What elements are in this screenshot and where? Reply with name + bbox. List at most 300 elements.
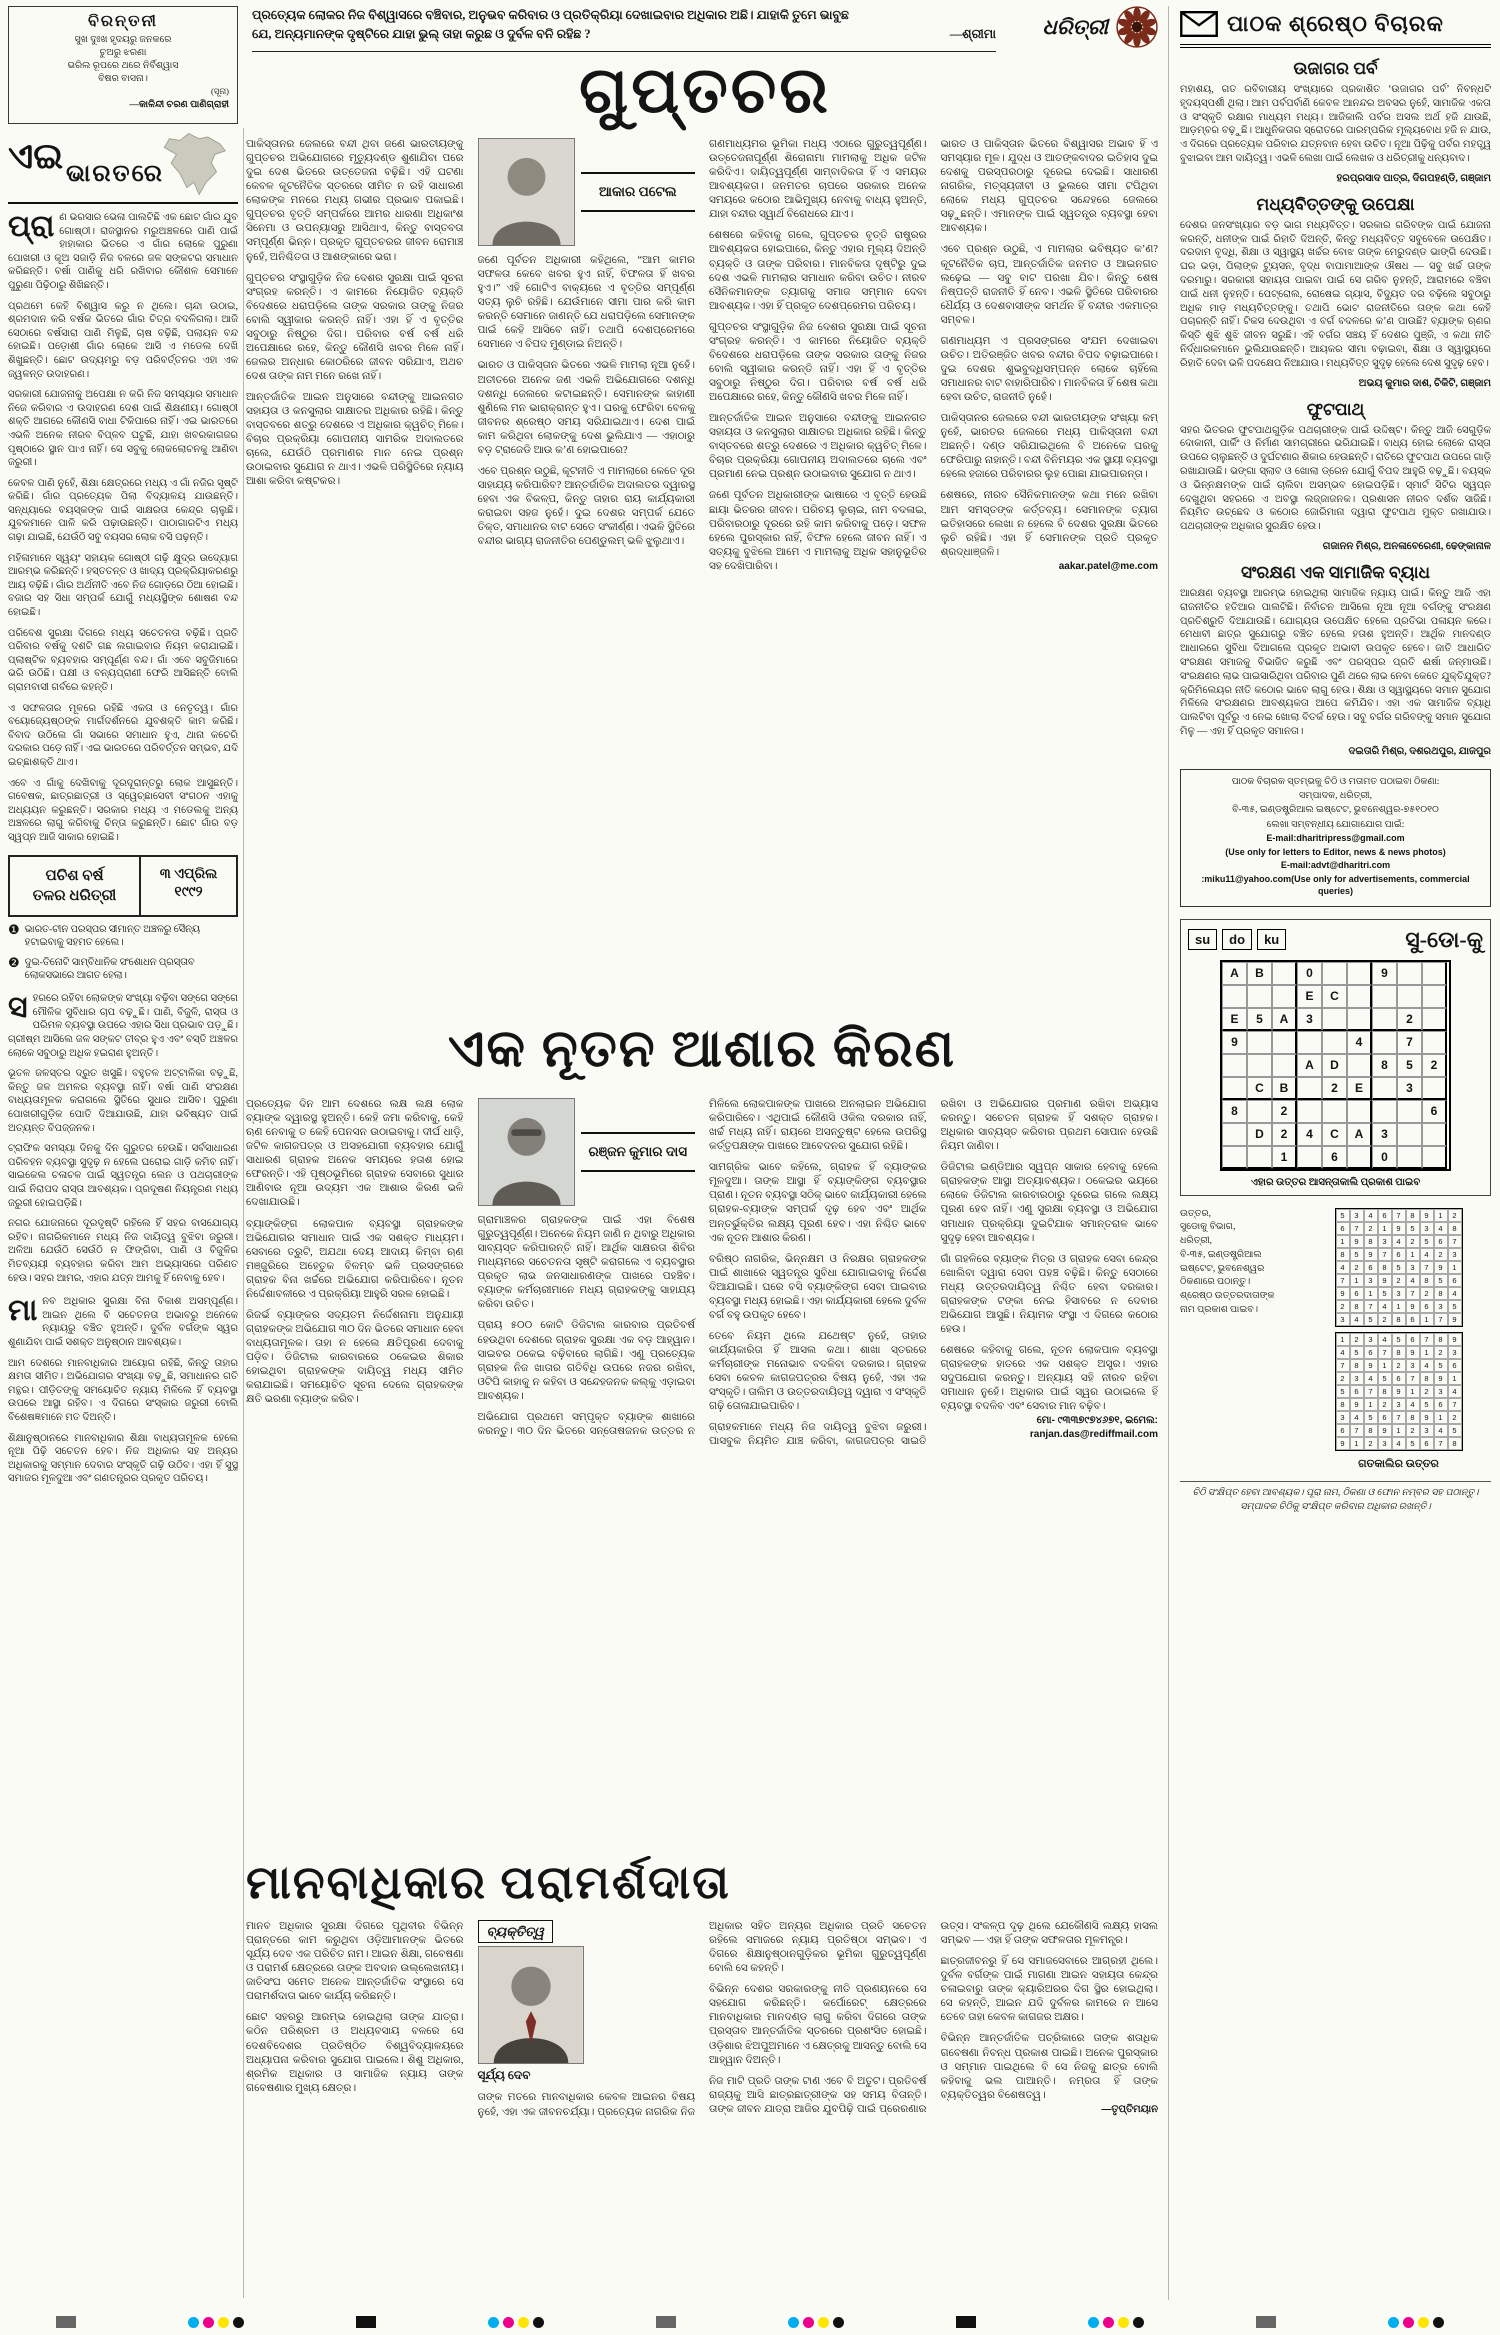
editor-note-line: ସମ୍ପାଦକ ଚିଠିକୁ ସଂକ୍ଷିପ୍ତ କରିବାର ଅଧିକାର ରଖନ୍ତି।: [1240, 1501, 1431, 1512]
letter-title: ସଂରକ୍ଷଣ ଏକ ସାମାଜିକ ବ୍ୟାଧ: [1240, 562, 1431, 582]
city-lead-text: ହରରେ ରହିବା ଲୋକଙ୍କ ସଂଖ୍ୟା ବଢ଼ିବା ସଙ୍ଗେ ସଙ୍ଗେ ମୌଳିକ ସୁବିଧାର ଚାପ ବଢ଼ୁଛି। ପାଣି, ବିଜୁଳି, ରାସ୍ତା ଓ ପରିମଳ ବ୍ୟବସ୍ଥା ଉପରେ ଏହାର ସିଧା ପ୍ରଭାବ ପଡ଼ୁଛି। ଗ୍ରୀଷ୍ମ ଆସିଲେ ଜଳ ସଙ୍କଟ ତୀବ୍ର ହୁଏ ଏବଂ ବସ୍ତି ଅଞ୍ଚଳର ଲୋକେ ସବୁଠାରୁ ଅଧିକ ହଇରାଣ ହୁଅନ୍ତି।: [8, 993, 238, 1059]
grid-row: [1336, 1333, 1462, 1346]
letter-signature: ହରପ୍ରସାଦ ପାତ୍ର, ଦିଗପହଣ୍ଡି, ଗଞ୍ଜାମ: [1336, 172, 1491, 184]
grid-cell: 5: [1392, 1261, 1406, 1274]
article-paragraph: ସରକାରୀ ଯୋଜନାକୁ ଅପେକ୍ଷା ନ କରି ନିଜ ସମସ୍ୟାର ସମାଧାନ ନିଜେ କରିବାର ଏ ଉଦାହରଣ ଦେଶ ପାଇଁ ଶିକ୍ଷଣୀୟ। ଗୋଷ୍ଠୀ ଶକ୍ତି ଆଗରେ କୌଣସି ବାଧା ଟିକିପାରେ ନାହିଁ। ଏଇ ଭାରତରେ ଏଭଳି ଅନେକ ନୀରବ ବିପ୍ଳବ ଘଟୁଛି, ଯାହା ଖବରକାଗଜର ପୃଷ୍ଠାରେ ସ୍ଥାନ ପାଏ ନାହିଁ। ସେ ସବୁକୁ ଲୋକଲୋଚନକୁ ଆଣିବା ଜରୁରୀ।: [8, 389, 238, 469]
grid-cell: 1: [1420, 1346, 1434, 1359]
grid-cell: D: [1247, 1123, 1272, 1146]
grid-row: [1222, 985, 1449, 1008]
grid-cell: 3: [1420, 1222, 1434, 1235]
grid-cell: 9: [1392, 1385, 1406, 1398]
grid-cell: [1397, 1123, 1422, 1146]
answer-grid-2: [1335, 1332, 1463, 1451]
profile-paragraphs-before: [246, 1920, 464, 2096]
grid-cell: 3: [1378, 1235, 1392, 1248]
grid-cell: 6: [1364, 1346, 1378, 1359]
note-line: ଉତ୍ତର,: [1180, 1208, 1212, 1219]
grid-cell: 8: [1420, 1372, 1434, 1385]
grid-cell: E: [1297, 985, 1322, 1008]
grid-cell: [1222, 1054, 1247, 1077]
grid-cell: 9: [1372, 962, 1397, 985]
answer-caption: ଗତକାଲିର ଉତ୍ତର: [1358, 1457, 1439, 1470]
poem-lines: [17, 34, 229, 84]
note-line: ଧରିତ୍ରୀ,: [1180, 1236, 1213, 1247]
main-article-body: [246, 138, 1158, 1014]
article-paragraph: ଗୁପ୍ତଚର ସଂସ୍ଥାଗୁଡ଼ିକ ନିଜ ଦେଶର ସୁରକ୍ଷା ପାଇଁ ସୂଚନା ସଂଗ୍ରହ କରନ୍ତି। ଏ କାମରେ ନିୟୋଜିତ ବ୍ୟକ୍ତି ବିଦେଶରେ ଧରାପଡ଼ିଲେ ତାଙ୍କ ସରକାର ତାଙ୍କୁ ନିଜର ବୋଲି ସ୍ୱୀକାର କରନ୍ତି ନାହିଁ। ଏହା ହିଁ ଏ ବୃତ୍ତିର ସବୁଠାରୁ ନିଷ୍ଠୁର ଦିଗ। ପରିବାର ବର୍ଷ ବର୍ଷ ଧରି ଅପେକ୍ଷାରେ ରହେ, କିନ୍ତୁ କୌଣସି ଖବର ମିଳେ ନାହିଁ।: [709, 321, 927, 404]
print-registration-marks: [0, 2314, 1500, 2330]
grid-cell: 2: [1397, 1008, 1422, 1031]
city-dropcap: ସ: [8, 991, 28, 1025]
grid-cell: 3: [1392, 1287, 1406, 1300]
article-paragraph: ଛୋଟ ସହରରୁ ଆରମ୍ଭ ହୋଇଥିଲା ତାଙ୍କ ଯାତ୍ରା। କଠିନ ପରିଶ୍ରମ ଓ ଅଧ୍ୟବସାୟ ବଳରେ ସେ ଦେଶବିଦେଶର ପ୍ରତିଷ୍ଠିତ ବିଶ୍ୱବିଦ୍ୟାଳୟରେ ଅଧ୍ୟାପନା କରିବାର ସୁଯୋଗ ପାଇଲେ। ଶିଶୁ ଅଧିକାର, ଶ୍ରମିକ ଅଧିକାର ଓ ସାମାଜିକ ନ୍ୟାୟ ତାଙ୍କ ଗବେଷଣାର ମୁଖ୍ୟ କ୍ଷେତ୍ର।: [246, 2012, 464, 2094]
grid-cell: 7: [1392, 1209, 1406, 1222]
letter-title: ଉଜାଗର ପର୍ବ: [1293, 59, 1378, 78]
grid-cell: 8: [1350, 1359, 1364, 1372]
grid-row: [1222, 1077, 1449, 1100]
letter-item: [1180, 400, 1491, 552]
grid-cell: 2: [1448, 1209, 1462, 1222]
profile-signature: —ତୃପ୍ତିମୟାନ: [1101, 2103, 1158, 2115]
grid-cell: 6: [1434, 1398, 1448, 1411]
grid-cell: 6: [1406, 1313, 1420, 1326]
grid-row: [1336, 1372, 1462, 1385]
note-line: ଶ୍ରେଷ୍ଠ ଉତ୍ତରଦାତାଙ୍କ: [1180, 1291, 1275, 1302]
contact-email-lines: [1186, 833, 1485, 897]
grid-cell: [1397, 985, 1422, 1008]
article-paragraph: ଅଭିଯୋଗ ପ୍ରଥମେ ସମ୍ପୃକ୍ତ ବ୍ୟାଙ୍କ ଶାଖାରେ କରନ୍ତୁ। ୩୦ ଦିନ ଭିତରେ ସନ୍ତୋଷଜନକ ଉତ୍ତର ନ ମିଳିଲେ ଲୋକପାଳଙ୍କ ପାଖରେ ଅନଲାଇନ ଅଭିଯୋଗ କରିପାରିବେ। ଏଥିପାଇଁ କୌଣସି ଓକିଲ ଦରକାର ନାହିଁ, ଖର୍ଚ୍ଚ ମଧ୍ୟ ନାହିଁ। ରାୟରେ ଅସନ୍ତୁଷ୍ଟ ହେଲେ ଉପରିସ୍ଥ କର୍ତ୍ତୃପକ୍ଷଙ୍କ ପାଖରେ ଆବେଦନର ସୁଯୋଗ ରହିଛି।: [477, 1099, 927, 1437]
article-paragraph: ଏବେ ପ୍ରଶ୍ନ ଉଠୁଛି, ଏ ମାମଲାର ଭବିଷ୍ୟତ କ’ଣ? କୂଟନୈତିକ ଚାପ, ଆନ୍ତର୍ଜାତିକ ଜନମତ ଓ ଆଇନଗତ ଲଢ଼େଇ — ସବୁ ବାଟ ପରଖା ଯିବ। କିନ୍ତୁ ଶେଷ ନିଷ୍ପତ୍ତି ରାଜନୀତି ହିଁ ନେବ। ଏଭଳି ସ୍ଥିତିରେ ପରିବାରର ଧୈର୍ଯ୍ୟ ଓ ଦେଶବାସୀଙ୍କ ସମର୍ଥନ ହିଁ ବନ୍ଦୀର ଏକମାତ୍ର ସମ୍ବଳ।: [940, 244, 1158, 326]
grid-cell: 1: [1350, 1437, 1364, 1450]
grid-cell: 9: [1420, 1209, 1434, 1222]
grid-cell: 6: [1336, 1424, 1350, 1437]
grid-cell: 6: [1350, 1287, 1364, 1300]
grid-cell: 4: [1406, 1398, 1420, 1411]
grid-cell: 9: [1448, 1333, 1462, 1346]
article-paragraph: ଶେଷରେ, ନୀରବ ସୈନିକମାନଙ୍କ କଥା ମନେ ରଖିବା ଆମ ସମସ୍ତଙ୍କ କର୍ତ୍ତବ୍ୟ। ସେମାନଙ୍କ ତ୍ୟାଗ ଇତିହାସରେ ଲେଖା ନ ହେଲେ ବି ଦେଶର ସୁରକ୍ଷା ଭିତରେ ଲୁଚି ରହିଛି। ଏହା ହିଁ ସେମାନଙ୍କ ପ୍ରତି ପ୍ରକୃତ ଶ୍ରଦ୍ଧାଞ୍ଜଳି।: [940, 490, 1158, 558]
author-photo: [478, 1098, 575, 1206]
article-paragraph: ପରିବେଶ ସୁରକ୍ଷା ଦିଗରେ ମଧ୍ୟ ସଚେତନତା ବଢ଼ିଛି। ପ୍ରତି ପରିବାର ବର୍ଷକୁ ଦଶଟି ଗଛ ଲଗାଇବାର ନିୟମ କରାଯାଇଛି। ପ୍ଲାଷ୍ଟିକ ବ୍ୟବହାର ସମ୍ପୂର୍ଣ୍ଣ ବନ୍ଦ। ଗାଁ ଏବେ ସବୁଜିମାରେ ଭରି ଉଠିଛି। ପକ୍ଷୀ ଓ ବନ୍ୟପ୍ରାଣୀ ଫେରି ଆସିଛନ୍ତି ବୋଲି ଗ୍ରାମବାସୀ ଗର୍ବରେ କହନ୍ତି।: [8, 627, 238, 693]
article-paragraph: ଆମ ଦେଶରେ ମାନବାଧିକାର ଆୟୋଗ ରହିଛି, କିନ୍ତୁ ତାହାର କ୍ଷମତା ସୀମିତ। ଅଭିଯୋଗର ସଂଖ୍ୟା ବଢ଼ୁଛି, ସମାଧାନର ଗତି ମନ୍ଥର। ପୀଡ଼ିତଙ୍କୁ ସମୟୋଚିତ ନ୍ୟାୟ ମିଳିଲେ ହିଁ ବ୍ୟବସ୍ଥା ଉପରେ ଆସ୍ଥା ରହିବ। ଏ ଦିଗରେ ସଂସ୍କାର ଜରୁରୀ ବୋଲି ବିଶେଷଜ୍ଞମାନେ ମତ ଦିଅନ୍ତି।: [8, 1357, 238, 1423]
grid-row: [1336, 1385, 1462, 1398]
grid-row: [1222, 1146, 1449, 1169]
archive-bullet-text: ଦୁଇ-ତିନୋଟି ସାମ୍ବିଧାନିକ ସଂଶୋଧନ ପ୍ରସ୍ତାବ ଲୋକସଭାରେ ଆଗତ ହେଲା।: [24, 956, 195, 981]
grid-cell: 2: [1272, 1123, 1297, 1146]
grid-cell: E: [1222, 1008, 1247, 1031]
city-lead-paragraph: [8, 992, 238, 1060]
grid-cell: 7: [1406, 1287, 1420, 1300]
envelope-icon: [1180, 11, 1218, 37]
grid-cell: [1272, 1031, 1297, 1054]
ei-paragraphs: [8, 300, 238, 845]
quote-line-1: ପ୍ରତ୍ୟେକ ଲୋକର ନିଜ ବିଶ୍ୱାସରେ ବଞ୍ଚିବାର, ଅନୁଭବ କରିବାର ଓ ପ୍ରତିକ୍ରିୟା ଦେଖାଇବାର ଅଧିକାର ଅଛି। ଯାହାକି ତୁମେ ଭାବୁଛ: [252, 8, 849, 22]
grid-cell: [1397, 962, 1422, 985]
grid-cell: 4: [1406, 1274, 1420, 1287]
grid-cell: C: [1247, 1077, 1272, 1100]
grid-cell: 3: [1364, 1274, 1378, 1287]
letter-signature: ଅଭୟ କୁମାର ଦାଶ, ଚିକିଟି, ଗଞ୍ଜାମ: [1358, 377, 1491, 389]
grid-cell: 0: [1372, 1146, 1397, 1169]
grid-cell: 9: [1378, 1274, 1392, 1287]
grid-cell: 6: [1420, 1300, 1434, 1313]
grid-cell: 3: [1397, 1077, 1422, 1100]
grid-cell: 6: [1448, 1274, 1462, 1287]
grid-row: [1336, 1411, 1462, 1424]
grid-cell: 2: [1336, 1300, 1350, 1313]
grid-cell: [1422, 985, 1447, 1008]
grid-cell: 3: [1434, 1385, 1448, 1398]
rights-paragraphs: [8, 1357, 238, 1486]
grid-cell: 5: [1434, 1359, 1448, 1372]
letters-section-title: ପାଠକ ଶ୍ରେଷ୍ଠ ବିଚାରକ: [1227, 11, 1444, 36]
grid-cell: 2: [1350, 1261, 1364, 1274]
hope-article-headline: ଏକ ନୂତନ ଆଶାର କିରଣ: [447, 1021, 957, 1078]
grid-cell: 6: [1336, 1222, 1350, 1235]
column-rule: [243, 128, 244, 2298]
grid-cell: [1297, 1100, 1322, 1123]
grid-cell: 8: [1372, 1054, 1397, 1077]
grid-cell: 2: [1406, 1424, 1420, 1437]
grid-cell: 3: [1406, 1261, 1420, 1274]
grid-cell: 5: [1420, 1235, 1434, 1248]
contact-line: ଲେଖା ସମ୍ବନ୍ଧୀୟ ଯୋଗାଯୋଗ ପାଇଁ:: [1266, 819, 1405, 830]
cmyk-dots: [1088, 2317, 1144, 2328]
note-line: ନାମ ପ୍ରକାଶ ପାଇବ।: [1180, 1304, 1258, 1315]
grid-cell: 2: [1378, 1398, 1392, 1411]
grid-cell: 2: [1434, 1248, 1448, 1261]
grid-cell: [1372, 1100, 1397, 1123]
grid-cell: 1: [1448, 1261, 1462, 1274]
article-paragraph: ଟ୍ରାଫିକ ସମସ୍ୟା ଦିନକୁ ଦିନ ଗୁରୁତର ହେଉଛି। ସର୍ବସାଧାରଣ ପରିବହନ ବ୍ୟବସ୍ଥା ସୁଦୃଢ଼ ନ ହେଲେ ଘରୋଇ ଗାଡ଼ି କମିବ ନାହିଁ। ସାଇକେଲ ଚଳାଚଳ ପାଇଁ ସ୍ୱତନ୍ତ୍ର ଲେନ ଓ ପଥଚାରୀଙ୍କ ପାଇଁ ନିରାପଦ ରାସ୍ତା ଆବଶ୍ୟକ। ପ୍ରଦୂଷଣ ନିୟନ୍ତ୍ରଣ ମଧ୍ୟ ଜରୁରୀ ହୋଇପଡ଼ିଛି।: [8, 1143, 238, 1209]
grid-cell: 9: [1336, 1287, 1350, 1300]
letter-signature: ଗଜାନନ ମିଶ୍ର, ଅନଳାବେରେଣୀ, ଢେଙ୍କାନାଳ: [1322, 540, 1491, 552]
grid-cell: 1: [1434, 1209, 1448, 1222]
grid-cell: 5: [1350, 1248, 1364, 1261]
rights-lead-text: ନବ ଅଧିକାର ସୁରକ୍ଷା ବିନା ବିକାଶ ଅସମ୍ପୂର୍ଣ୍ଣ। ଆଇନ ଥିଲେ ବି ସଚେତନତା ଅଭାବରୁ ଅନେକେ ନ୍ୟାୟରୁ ବଞ୍ଚିତ ହୁଅନ୍ତି। ଦୁର୍ବଳ ବର୍ଗଙ୍କ ସ୍ୱର ଶୁଣାଯିବା ପାଇଁ ସଶକ୍ତ ଅନୁଷ୍ଠାନ ଆବଶ୍ୟକ।: [8, 1296, 238, 1348]
grid-row: [1336, 1248, 1462, 1261]
article-paragraph: ପ୍ରଥମେ କେହି ବିଶ୍ୱାସ କରୁ ନ ଥିଲେ। ଚାନ୍ଦା ଉଠାଇ, ଶ୍ରମଦାନ କରି ବର୍ଷକ ଭିତରେ ଗାଁର ଚିତ୍ର ବଦଳିଗଲା। ଆଜି ସେଠାରେ ବର୍ଷସାରା ପାଣି ମିଳୁଛି, ଚାଷ ବଢ଼ିଛି, ପଲାୟନ ବନ୍ଦ ହୋଇଛି। ପଡ଼ୋଶୀ ଗାଁର ଲୋକେ ଆସି ଏ ମଡେଲ ଦେଖି ଶିଖୁଛନ୍ତି। ଛୋଟ ଉଦ୍ୟମରୁ ବଡ଼ ପରିବର୍ତ୍ତନର ଏହା ଏକ ଜ୍ୱଳନ୍ତ ଉଦାହରଣ।: [8, 300, 238, 380]
grid-cell: [1422, 1123, 1447, 1146]
grid-cell: [1322, 1008, 1347, 1031]
sudoku-caption: ଏହାର ଉତ୍ତର ଆସନ୍ତାକାଲି ପ୍ରକାଶ ପାଇବ: [1250, 1176, 1421, 1188]
grid-cell: 8: [1448, 1222, 1462, 1235]
article-paragraph: ପ୍ରତ୍ୟେକ ଦିନ ଆମ ଦେଶରେ ଲକ୍ଷ ଲକ୍ଷ ଲୋକ ବ୍ୟାଙ୍କ ଦ୍ୱାରସ୍ଥ ହୁଅନ୍ତି। କେହି ଜମା କରିବାକୁ, କେହି ଋଣ ନେବାକୁ ତ କେହି ପେନସନ ଉଠାଇବାକୁ। ଦୀର୍ଘ ଧାଡ଼ି, ଜଟିଳ କାଗଜପତ୍ର ଓ ଅସହଯୋଗୀ ବ୍ୟବହାର ଯୋଗୁଁ ସାଧାରଣ ଗ୍ରାହକ ଅନେକ ସମୟରେ ହତାଶ ହୋଇ ଫେରନ୍ତି। ଏହି ପୃଷ୍ଠଭୂମିରେ ଗ୍ରାହକ ସେବାରେ ସୁଧାର ଆଣିବାର ନୂଆ ଉଦ୍ୟମ ଏକ ଆଶାର କିରଣ ଭଳି ଦେଖାଯାଉଛି।: [246, 1099, 464, 1209]
registration-square: [1256, 2316, 1276, 2328]
grid-cell: [1347, 985, 1372, 1008]
grid-row: [1222, 1031, 1449, 1054]
profile-article-body: [246, 1920, 1158, 2298]
sudoku-puzzle: [1180, 919, 1491, 1196]
ei-title-part1: ଏଇ: [8, 136, 64, 176]
article-paragraph: ଆନ୍ତର୍ଜାତିକ ଆଇନ ଅନୁସାରେ ବନ୍ଦୀଙ୍କୁ ଆଇନଗତ ସହାୟତା ଓ କନସୁଲାର ସାକ୍ଷାତର ଅଧିକାର ରହିଛି। କିନ୍ତୁ ବାସ୍ତବରେ ଶତ୍ରୁ ଦେଶରେ ଏ ଅଧିକାର କ୍ୱଚିତ୍ ମିଳେ। ବିଚାର ପ୍ରକ୍ରିୟା ଗୋପନୀୟ ସାମରିକ ଅଦାଲତରେ ଚାଲେ, ଯେଉଁଠି ପ୍ରମାଣର ମାନ ନେଇ ପ୍ରଶ୍ନ ଉଠାଇବାର ସୁଯୋଗ ନ ଥାଏ। ଏଭଳି ପରିସ୍ଥିତିରେ ନ୍ୟାୟ ଆଶା କରିବା କଷ୍ଟକର।: [246, 392, 464, 488]
grid-cell: 4: [1378, 1300, 1392, 1313]
grid-cell: 9: [1406, 1346, 1420, 1359]
grid-cell: 5: [1350, 1346, 1364, 1359]
grid-cell: 1: [1392, 1300, 1406, 1313]
grid-cell: 2: [1392, 1274, 1406, 1287]
grid-cell: 7: [1350, 1222, 1364, 1235]
grid-cell: [1372, 1031, 1397, 1054]
grid-cell: [1272, 1054, 1297, 1077]
hope-author-figure: [478, 1098, 696, 1206]
sudoku-answer-note: [1180, 1208, 1298, 1471]
masthead-quote: [252, 6, 996, 52]
article-paragraph: ତେବେ ନିୟମ ଥିଲେ ଯଥେଷ୍ଟ ନୁହେଁ, ତାହାର କାର୍ଯ୍ୟକାରିତା ହିଁ ଆସଲ କଥା। ଶାଖା ସ୍ତରରେ କର୍ମଚାରୀଙ୍କ ମନୋଭାବ ବଦଳିବା ଦରକାର। ଗ୍ରାହକ ସେବା କେବଳ କାଗଜପତ୍ରର ବିଷୟ ନୁହେଁ, ଏହା ଏକ ସଂସ୍କୃତି। ତାଲିମ ଓ ଉତ୍ତରଦାୟିତ୍ୱ ଦ୍ୱାରା ଏ ସଂସ୍କୃତି ଗଢ଼ି ତୋଳାଯାଇପାରିବ।: [709, 1330, 927, 1413]
rights-lead-paragraph: [8, 1295, 238, 1349]
grid-cell: 2: [1420, 1287, 1434, 1300]
grid-cell: 8: [1364, 1424, 1378, 1437]
grid-cell: 7: [1364, 1385, 1378, 1398]
grid-row: [1336, 1424, 1462, 1437]
hope-paragraphs-before: [246, 1098, 464, 1407]
note-line: ବି-୩୫, ଇଣ୍ଡଷ୍ଟ୍ରିଆଲ: [1180, 1249, 1262, 1260]
article-paragraph: ଗ୍ରାହକମାନେ ମଧ୍ୟ ନିଜ ଦାୟିତ୍ୱ ବୁଝିବା ଜରୁରୀ। ପାସବୁକ ନିୟମିତ ଯାଞ୍ଚ କରିବା, କାଗଜପତ୍ର ସାଇତି ରଖିବା ଓ ଅଭିଯୋଗର ପ୍ରମାଣ ରଖିବା ଅଭ୍ୟାସ କରନ୍ତୁ। ସଚେତନ ଗ୍ରାହକ ହିଁ ସଶକ୍ତ ଗ୍ରାହକ। ଅଧିକାର ସାବ୍ୟସ୍ତ କରିବାର ପ୍ରଥମ ସୋପାନ ହେଉଛି ନିୟମ ଜାଣିବା।: [709, 1099, 1158, 1448]
article-paragraph: ଭାରତ ଓ ପାକିସ୍ତାନ ଭିତରେ ଏଭଳି ମାମଲା ନୂଆ ନୁହେଁ। ଅତୀତରେ ଅନେକ ଜଣ ଏଭଳି ଅଭିଯୋଗରେ ଦଶନ୍ଧି ଦଶନ୍ଧି ଜେଲରେ କଟାଇଛନ୍ତି। ସେମାନଙ୍କ କାହାଣୀ ଶୁଣିଲେ ମନ ଭାରାକ୍ରାନ୍ତ ହୁଏ। ଘରକୁ ଫେରିବା ବେଳକୁ ଜୀବନର ଶ୍ରେଷ୍ଠ ସମୟ ସରିଯାଇଥାଏ। ଦେଶ ପାଇଁ କାମ କରିଥିବା ଲୋକଙ୍କୁ ଦେଶ ଭୁଲିଯାଏ — ଏହାଠାରୁ ବଡ଼ ଟ୍ରାଜେଡି ଆଉ କ’ଣ ହୋଇପାରେ?: [477, 360, 695, 456]
registration-square: [56, 2316, 76, 2328]
grid-cell: 4: [1297, 1123, 1322, 1146]
contact-line: ବି-୩୫, ଇଣ୍ଡଷ୍ଟ୍ରିଆଲ ଇଷ୍ଟେଟ, ଭୁବନେଶ୍ୱର-୭୫୧୦୧୦: [1232, 805, 1439, 816]
grid-cell: 8: [1222, 1100, 1247, 1123]
grid-cell: C: [1322, 985, 1347, 1008]
grid-cell: [1247, 1031, 1272, 1054]
grid-cell: [1272, 985, 1297, 1008]
grid-cell: 8: [1406, 1411, 1420, 1424]
grid-cell: 3: [1392, 1398, 1406, 1411]
grid-cell: 5: [1392, 1333, 1406, 1346]
article-paragraph: ଆନ୍ତର୍ଜାତିକ ଆଇନ ଅନୁସାରେ ବନ୍ଦୀଙ୍କୁ ଆଇନଗତ ସହାୟତା ଓ କନସୁଲାର ସାକ୍ଷାତର ଅଧିକାର ରହିଛି। କିନ୍ତୁ ବାସ୍ତବରେ ଶତ୍ରୁ ଦେଶରେ ଏ ଅଧିକାର କ୍ୱଚିତ୍ ମିଳେ। ବିଚାର ପ୍ରକ୍ରିୟା ଗୋପନୀୟ ଅଦାଲତରେ ଚାଲେ ଏବଂ ପ୍ରମାଣ ନେଇ ପ୍ରଶ୍ନ ଉଠାଇବାର ସୁଯୋଗ ନ ଥାଏ।: [709, 413, 927, 481]
grid-cell: 2: [1420, 1385, 1434, 1398]
profile-article-headline: ମାନବାଧିକାର ପରାମର୍ଶଦାତା: [246, 1857, 731, 1908]
article-paragraph: ସାମଗ୍ରିକ ଭାବେ କହିଲେ, ଗ୍ରାହକ ହିଁ ବ୍ୟାଙ୍କର ମୂଳଦୁଆ। ତାଙ୍କ ଆସ୍ଥା ହିଁ ବ୍ୟାଙ୍କିଙ୍ଗ ବ୍ୟବସ୍ଥାର ପ୍ରାଣ। ନୂତନ ବ୍ୟବସ୍ଥା ସଠିକ୍ ଭାବେ କାର୍ଯ୍ୟକାରୀ ହେଲେ ଗ୍ରାହକ-ବ୍ୟାଙ୍କ ସମ୍ପର୍କ ଦୃଢ଼ ହେବ ଏବଂ ଆର୍ଥିକ ଅନ୍ତର୍ଭୁକ୍ତିର ଲକ୍ଷ୍ୟ ପୂରଣ ହେବ। ଏହା ନିଶ୍ଚିତ ଭାବେ ଏକ ନୂତନ ଆଶାର କିରଣ।: [709, 1162, 927, 1244]
grid-cell: 9: [1350, 1398, 1364, 1411]
grid-cell: [1297, 1146, 1322, 1169]
grid-cell: [1247, 1146, 1272, 1169]
grid-cell: 2: [1272, 1100, 1297, 1123]
grid-cell: [1347, 962, 1372, 985]
grid-cell: 4: [1434, 1424, 1448, 1437]
grid-cell: [1397, 1146, 1422, 1169]
grid-cell: 1: [1350, 1274, 1364, 1287]
grid-cell: 6: [1378, 1209, 1392, 1222]
grid-cell: 1: [1364, 1287, 1378, 1300]
article-paragraph: ଜଣେ ପୂର୍ବତନ ଅଧିକାରୀଙ୍କ ଭାଷାରେ ଏ ବୃତ୍ତି ହେଉଛି ଛାୟା ଭିତରର ଜୀବନ। ପରିଚୟ ଲୁଚାଇ, ନାମ ବଦଳାଇ, ପରିବାରଠାରୁ ଦୂରରେ ରହି କାମ କରିବାକୁ ପଡ଼େ। ସଫଳ ହେଲେ ପୁରସ୍କାର ନାହିଁ, ବିଫଳ ହେଲେ ଜୀବନ ନାହିଁ। ଏ ସତ୍ୟକୁ ବୁଝିଲେ ଆମେ ଏ ମାମଲାକୁ ଅଧିକ ସହାନୁଭୂତିର ସହ ଦେଖିପାରିବା।: [709, 490, 927, 572]
grid-cell: 5: [1406, 1222, 1420, 1235]
grid-cell: [1422, 1146, 1447, 1169]
grid-row: [1336, 1300, 1462, 1313]
grid-cell: 7: [1434, 1313, 1448, 1326]
poem-author: —କାଳିନ୍ଦୀ ଚରଣ ପାଣିଗ୍ରାହୀ: [129, 100, 229, 110]
grid-cell: 3: [1448, 1248, 1462, 1261]
grid-cell: 4: [1392, 1437, 1406, 1450]
article-paragraph: ବରିଷ୍ଠ ନାଗରିକ, ଭିନ୍ନକ୍ଷମ ଓ ନିରକ୍ଷର ଗ୍ରାହକଙ୍କ ପାଇଁ ଶାଖାରେ ସ୍ୱତନ୍ତ୍ର ସୁବିଧା ଯୋଗାଇବାକୁ ନିର୍ଦ୍ଦେଶ ଦିଆଯାଇଛି। ଘରେ ବସି ବ୍ୟାଙ୍କିଙ୍ଗ ସେବା ପାଇବାର ବ୍ୟବସ୍ଥା ମଧ୍ୟ ହୋଇଛି। ଏହା କାର୍ଯ୍ୟକାରୀ ହେଲେ ଦୁର୍ବଳ ବର୍ଗ ବହୁ ଉପକୃତ ହେବେ।: [709, 1253, 927, 1321]
grid-cell: 7: [1392, 1411, 1406, 1424]
grid-cell: 8: [1336, 1248, 1350, 1261]
registration-square: [956, 2316, 976, 2328]
grid-cell: [1222, 1077, 1247, 1100]
note-line: ଇଷ୍ଟେଟ, ଭୁବନେଶ୍ୱର: [1180, 1263, 1265, 1274]
editor-note: [1180, 1481, 1491, 1512]
grid-cell: 1: [1336, 1333, 1350, 1346]
grid-cell: 2: [1364, 1437, 1378, 1450]
grid-cell: 9: [1222, 1031, 1247, 1054]
grid-cell: 8: [1392, 1313, 1406, 1326]
grid-cell: [1297, 1077, 1322, 1100]
article-paragraph: ଗୁପ୍ତଚର ସଂସ୍ଥାଗୁଡ଼ିକ ନିଜ ଦେଶର ସୁରକ୍ଷା ପାଇଁ ସୂଚନା ସଂଗ୍ରହ କରନ୍ତି। ଏ କାମରେ ନିୟୋଜିତ ବ୍ୟକ୍ତି ବିଦେଶରେ ଧରାପଡ଼ିଲେ ତାଙ୍କ ସରକାର ତାଙ୍କୁ ନିଜର ବୋଲି ସ୍ୱୀକାର କରନ୍ତି ନାହିଁ। ଏହା ହିଁ ଏ ବୃତ୍ତିର ସବୁଠାରୁ ନିଷ୍ଠୁର ଦିଗ। ପରିବାର ବର୍ଷ ବର୍ଷ ଧରି ଅପେକ୍ଷାରେ ରହେ, କିନ୍ତୁ କୌଣସି ଖବର ମିଳେ ନାହିଁ। ଜେଲର ଅନ୍ଧାର କୋଠରିରେ ଜୀବନ ସରିଯାଏ, ଅଥଚ ଦେଶ ତାଙ୍କ ନାମ ମନେ ରଖେ ନାହିଁ।: [246, 272, 464, 382]
grid-cell: [1247, 1100, 1272, 1123]
grid-cell: 6: [1392, 1372, 1406, 1385]
sudoku-grid: [1220, 960, 1451, 1171]
daily-poem-box: [8, 6, 238, 124]
grid-cell: 7: [1364, 1300, 1378, 1313]
grid-cell: 3: [1434, 1300, 1448, 1313]
grid-cell: [1397, 1100, 1422, 1123]
contact-email-line: (Use only for letters to Editor, news & news photos): [1225, 846, 1446, 857]
grid-cell: 7: [1420, 1261, 1434, 1274]
grid-cell: 8: [1350, 1300, 1364, 1313]
letter-title: ଫୁଟପାଥ୍: [1306, 399, 1365, 419]
grid-cell: [1297, 1031, 1322, 1054]
grid-cell: 9: [1378, 1424, 1392, 1437]
sudoku-logo-do: do: [1222, 929, 1252, 950]
grid-cell: 3: [1336, 1411, 1350, 1424]
grid-cell: 2: [1378, 1313, 1392, 1326]
grid-cell: 2: [1350, 1333, 1364, 1346]
grid-row: [1336, 1235, 1462, 1248]
quote-attribution: —ଶ୍ରୀମା: [949, 26, 996, 41]
grid-cell: 6: [1406, 1333, 1420, 1346]
quote-line-2: ଯେ, ଅନ୍ୟମାନଙ୍କ ଦୃଷ୍ଟିରେ ଯାହା ଭୁଲ୍ ତାହା କରୁଛ ଓ ଦୁର୍ବଳ ବନି ରହିଛ ?: [252, 26, 591, 41]
article-paragraph: ତାଙ୍କ ମତରେ ମାନବାଧିକାର କେବଳ ଆଇନର ବିଷୟ ନୁହେଁ, ଏହା ଏକ ଜୀବନଚର୍ଯ୍ୟା। ପ୍ରତ୍ୟେକ ନାଗରିକ ନିଜ ଅଧିକାର ସହିତ ଅନ୍ୟର ଅଧିକାର ପ୍ରତି ସଚେତନ ରହିଲେ ସମାଜରେ ନ୍ୟାୟ ପ୍ରତିଷ୍ଠା ସମ୍ଭବ। ଏ ଦିଗରେ ଶିକ୍ଷାନୁଷ୍ଠାନଗୁଡ଼ିକର ଭୂମିକା ଗୁରୁତ୍ୱପୂର୍ଣ୍ଣ ବୋଲି ସେ କହନ୍ତି।: [477, 1921, 927, 2118]
grid-cell: 5: [1336, 1209, 1350, 1222]
grid-cell: [1422, 1031, 1447, 1054]
grid-cell: 4: [1364, 1209, 1378, 1222]
grid-cell: 6: [1392, 1248, 1406, 1261]
grid-row: [1222, 1054, 1449, 1077]
grid-cell: 7: [1434, 1437, 1448, 1450]
circled-two-icon: ❷: [8, 954, 20, 970]
archive-title-line2: ତଳର ଧରିତ୍ରୀ: [32, 887, 117, 904]
article-paragraph: ପାକିସ୍ତାନର ଜେଲରେ ବନ୍ଦୀ ଥିବା ଜଣେ ଭାରତୀୟଙ୍କୁ ଗୁପ୍ତଚର ଅଭିଯୋଗରେ ମୃତ୍ୟୁଦଣ୍ଡ ଶୁଣାଯିବା ପରେ ଦୁଇ ଦେଶ ଭିତରେ ଉତ୍ତେଜନା ବଢ଼ିଛି। ଏହି ଘଟଣା କେବଳ କୂଟନୈତିକ ସ୍ତରରେ ସୀମିତ ନ ରହି ସାଧାରଣ ଲୋକଙ୍କ ମନରେ ମଧ୍ୟ ଗଭୀର ପ୍ରଭାବ ପକାଇଛି। ଗୁପ୍ତଚର ବୃତ୍ତି ସମ୍ପର୍କରେ ଆମର ଧାରଣା ଅଧିକାଂଶ ସିନେମା ଓ ଉପନ୍ୟାସରୁ ଆସିଥାଏ, କିନ୍ତୁ ବାସ୍ତବତା ସମ୍ପୂର୍ଣ୍ଣ ଭିନ୍ନ। ପ୍ରକୃତ ଗୁପ୍ତଚରର ଜୀବନ ରୋମାଞ୍ଚ ନୁହେଁ, ଅନିଶ୍ଚିତତା ଓ ଆଶଙ୍କାରେ ଭରା।: [246, 139, 464, 263]
poem-note: (ସୂନା): [210, 86, 229, 96]
article-paragraph: ଗ୍ରାମାଞ୍ଚଳର ଗ୍ରାହକଙ୍କ ପାଇଁ ଏହା ବିଶେଷ ଗୁରୁତ୍ୱପୂର୍ଣ୍ଣ। ଅନେକେ ନିୟମ ଜାଣି ନ ଥିବାରୁ ଅଧିକାର ସାବ୍ୟସ୍ତ କରିପାରନ୍ତି ନାହିଁ। ଆର୍ଥିକ ସାକ୍ଷରତା ଶିବିର ମାଧ୍ୟମରେ ସଚେତନତା ସୃଷ୍ଟି କରାଗଲେ ଏ ବ୍ୟବସ୍ଥାର ପ୍ରକୃତ ଲାଭ ଜନସାଧାରଣଙ୍କ ପାଖରେ ପହଞ୍ଚିବ। ବ୍ୟାଙ୍କ କର୍ମଚାରୀମାନେ ମଧ୍ୟ ଗ୍ରାହକଙ୍କୁ ସାହାଯ୍ୟ କରିବା ଉଚିତ।: [477, 1215, 695, 1311]
grid-cell: [1322, 1031, 1347, 1054]
grid-cell: 4: [1378, 1333, 1392, 1346]
grid-cell: 9: [1364, 1359, 1378, 1372]
contact-box: [1180, 769, 1491, 907]
paper-name: ଧରିତ୍ରୀ: [1042, 14, 1108, 39]
letter-item: [1180, 563, 1491, 757]
grid-cell: 8: [1364, 1235, 1378, 1248]
grid-cell: 3: [1420, 1424, 1434, 1437]
grid-cell: [1372, 1077, 1397, 1100]
article-paragraph: ନିଜ ମାଟି ପ୍ରତି ତାଙ୍କ ଟାଣ ଏବେ ବି ଅତୁଟ। ପ୍ରତିବର୍ଷ ରାଜ୍ୟକୁ ଆସି ଛାତ୍ରଛାତ୍ରୀଙ୍କ ସହ ସମୟ ବିତାନ୍ତି। ତାଙ୍କ ଜୀବନ ଯାତ୍ରା ଆଜିର ଯୁବପିଢ଼ି ପାଇଁ ପ୍ରେରଣାର ଉତ୍ସ। ସଂକଳ୍ପ ଦୃଢ଼ ଥିଲେ ଯେକୌଣସି ଲକ୍ଷ୍ୟ ହାସଲ ସମ୍ଭବ — ଏହା ହିଁ ତାଙ୍କ ସଫଳତାର ମୂଳମନ୍ତ୍ର।: [709, 1921, 1158, 2115]
grid-cell: 3: [1297, 1008, 1322, 1031]
letter-body: ଦେଶର ଜନସଂଖ୍ୟାର ବଡ଼ ଭାଗ ମଧ୍ୟବିତ୍ତ। ସରକାର ଗରିବଙ୍କ ପାଇଁ ଯୋଜନା କରନ୍ତି, ଧନୀଙ୍କ ପାଇଁ ରିହାତି ଦିଅନ୍ତି, କିନ୍ତୁ ମଧ୍ୟବିତ୍ତ ସବୁବେଳେ ଉପେକ୍ଷିତ। ଦରଦାମ ବୃଦ୍ଧି, ଶିକ୍ଷା ଓ ସ୍ୱାସ୍ଥ୍ୟ ଖର୍ଚ୍ଚର ବୋଝ ତାଙ୍କ ମେରୁଦଣ୍ଡ ଭାଙ୍ଗି ଦେଉଛି। ଘର ଭଡ଼ା, ପିଲାଙ୍କ ଟ୍ୟୁସନ, ବୃଦ୍ଧ ବାପାମାଆଙ୍କ ଔଷଧ — ସବୁ ଖର୍ଚ୍ଚ ତାଙ୍କ ଦରମାରୁ। ସରକାରୀ ସହାୟତା ପାଇବା ପାଇଁ ସେ ଗରିବ ନୁହନ୍ତି, ଆରାମରେ ବଞ୍ଚିବା ପାଇଁ ଧନୀ ନୁହନ୍ତି। ପେଟ୍ରୋଲ, ରୋଷେଇ ଗ୍ୟାସ, ବିଦ୍ୟୁତ ଦର ବଢ଼ିଲେ ସବୁଠାରୁ ଅଧିକ ମାଡ଼ ମଧ୍ୟବିତ୍ତଙ୍କୁ। ତଥାପି ଭୋଟ ରାଜନୀତିରେ ତାଙ୍କ କଥା କେହି ପଚାରନ୍ତି ନାହିଁ। ଟିକସ ଦେଉଥିବା ଏ ବର୍ଗ ବଦଳରେ କ’ଣ ପାଉଛି? ବ୍ୟାଙ୍କ ଋଣର କିସ୍ତି ଶୁଝି ଶୁଝି ଜୀବନ ସରୁଛି। ଏହି ବର୍ଗର ସଞ୍ଚୟ ହିଁ ଦେଶର ପୁଞ୍ଜି, ଏ କଥା ନୀତି ନିର୍ଦ୍ଧାରକମାନେ ଭୁଲିଯାଉଛନ୍ତି। ଆୟକର ସୀମା ବଢ଼ାଇବା, ଶିକ୍ଷା ଓ ସ୍ୱାସ୍ଥ୍ୟରେ ରିହାତି ଦେବା ଭଳି ପଦକ୍ଷେପ ନିଆଯାଉ। ମଧ୍ୟବିତ୍ତ ସୁଦୃଢ଼ ହେଲେ ଦେଶ ସୁଦୃଢ଼ ହେବ।: [1180, 219, 1491, 369]
cmyk-dots: [188, 2317, 244, 2328]
archive-title: [10, 857, 141, 916]
grid-cell: [1372, 985, 1397, 1008]
note-line: ଠିକଣାରେ ପଠାନ୍ତୁ।: [1180, 1277, 1251, 1288]
grid-cell: [1247, 1054, 1272, 1077]
hope-author-caption: ରଞ୍ଜନ କୁମାର ଦାସ: [581, 1132, 696, 1172]
grid-cell: 7: [1336, 1274, 1350, 1287]
grid-cell: 7: [1350, 1424, 1364, 1437]
grid-cell: 9: [1406, 1300, 1420, 1313]
grid-cell: 5: [1364, 1411, 1378, 1424]
grid-cell: A: [1222, 962, 1247, 985]
grid-cell: 6: [1350, 1385, 1364, 1398]
letters-section-header: [1180, 6, 1491, 48]
grid-cell: 2: [1448, 1411, 1462, 1424]
article-paragraph: ପ୍ରାୟ ୫୦୦ କୋଟି ଡିଜିଟାଲ କାରବାର ପ୍ରତିବର୍ଷ ହେଉଥିବା ଦେଶରେ ଗ୍ରାହକ ସୁରକ୍ଷା ଏକ ବଡ଼ ଆହ୍ୱାନ। ସାଇବର ଠକେଇ ବଢ଼ିବାରେ ଲାଗିଛି। ଏଣୁ ପ୍ରତ୍ୟେକ ଗ୍ରାହକ ନିଜ ଖାତାର ଗତିବିଧି ଉପରେ ନଜର ରଖିବା, ଓଟିପି କାହାକୁ ନ କହିବା ଓ ସନ୍ଦେହଜନକ କଲ୍‌କୁ ଏଡ଼ାଇବା ଆବଶ୍ୟକ।: [477, 1320, 695, 1402]
article-paragraph: ବିଭିନ୍ନ ଦେଶର ସରକାରଙ୍କୁ ନୀତି ପ୍ରଣୟନରେ ସେ ସହଯୋଗ କରିଛନ୍ତି। କର୍ପୋରେଟ୍ କ୍ଷେତ୍ରରେ ମାନବାଧିକାର ମାନଦଣ୍ଡ ଲାଗୁ କରିବା ଦିଗରେ ତାଙ୍କ ପ୍ରସ୍ତାବ ଆନ୍ତର୍ଜାତିକ ସ୍ତରରେ ପ୍ରଶଂସିତ ହୋଇଛି। ଓଡ଼ିଶାର ଝିଅପୁଅମାନେ ଏ କ୍ଷେତ୍ରକୁ ଆସନ୍ତୁ ବୋଲି ସେ ଆହ୍ୱାନ ଦିଅନ୍ତି।: [709, 1984, 927, 2066]
grid-cell: 1: [1336, 1235, 1350, 1248]
masthead-brand: [1000, 2, 1158, 52]
grid-cell: 7: [1448, 1398, 1462, 1411]
grid-cell: [1247, 985, 1272, 1008]
main-author-caption: ଆକାର ପଟେଲ: [581, 172, 696, 212]
answer-grid-1: [1335, 1208, 1463, 1327]
grid-cell: 6: [1364, 1261, 1378, 1274]
article-paragraph: ମାନବ ଅଧିକାର ସୁରକ୍ଷା ଦିଗରେ ପୃଥିବୀର ବିଭିନ୍ନ ପ୍ରାନ୍ତରେ କାମ କରୁଥିବା ଓଡ଼ିଆମାନଙ୍କ ଭିତରେ ସୂର୍ଯ୍ୟ ଦେବ ଏକ ପରିଚିତ ନାମ। ଆଇନ ଶିକ୍ଷା, ଗବେଷଣା ଓ ପରାମର୍ଶ କ୍ଷେତ୍ରରେ ତାଙ୍କ ଅବଦାନ ଉଲ୍ଲେଖନୀୟ। ଜାତିସଂଘ ସମେତ ଅନେକ ଆନ୍ତର୍ଜାତିକ ସଂସ୍ଥାରେ ସେ ପରାମର୍ଶଦାତା ଭାବେ କାର୍ଯ୍ୟ କରିଛନ୍ତି।: [246, 1921, 464, 2003]
grid-cell: 2: [1336, 1372, 1350, 1385]
grid-cell: 9: [1350, 1235, 1364, 1248]
grid-cell: 1: [1272, 1146, 1297, 1169]
circled-one-icon: ❶: [8, 922, 20, 938]
grid-cell: 4: [1434, 1222, 1448, 1235]
letter-item: [1180, 59, 1491, 184]
grid-row: [1336, 1274, 1462, 1287]
contact-line: ସମ୍ପାଦକ, ଧରିତ୍ରୀ,: [1299, 791, 1372, 802]
grid-cell: A: [1347, 1123, 1372, 1146]
grid-cell: 1: [1406, 1385, 1420, 1398]
sudoku-header: [1188, 927, 1483, 953]
grid-row: [1336, 1359, 1462, 1372]
article-paragraph: ଗଣମାଧ୍ୟମ ଏ ପ୍ରସଙ୍ଗରେ ସଂଯମ ଦେଖାଇବା ଉଚିତ। ଅତିରଞ୍ଜିତ ଖବର ବନ୍ଦୀର ବିପଦ ବଢ଼ାଇପାରେ। ଦୁଇ ଦେଶର ଶୁଭବୁଦ୍ଧିସମ୍ପନ୍ନ ଲୋକେ ଚାହିଁଲେ ସମାଧାନର ବାଟ ବାହାରିପାରିବ। ମାନବିକତା ହିଁ ଶେଷ କଥା ହେବା ଉଚିତ, ରାଜନୀତି ନୁହେଁ।: [940, 335, 1158, 404]
grid-cell: 9: [1364, 1248, 1378, 1261]
main-article-paragraphs-before: [246, 138, 464, 490]
ei-title-part2: ଭାରତରେ: [66, 161, 164, 187]
letter-body: ସହର ଭିତରର ଫୁଟପାଥଗୁଡ଼ିକ ପଥଚାରୀଙ୍କ ପାଇଁ ଉଦ୍ଦିଷ୍ଟ। କିନ୍ତୁ ଆଜି ସେଗୁଡ଼ିକ ଦୋକାନୀ, ପାର୍କିଂ ଓ ନିର୍ମାଣ ସାମଗ୍ରୀରେ ଭରିଯାଇଛି। ବାଧ୍ୟ ହୋଇ ଲୋକେ ରାସ୍ତା ଉପରେ ଚାଲୁଛନ୍ତି ଓ ଦୁର୍ଘଟଣାର ଶିକାର ହେଉଛନ୍ତି। ରାତିରେ ଫୁଟପାଥ ଉପରେ ଗାଡ଼ି ରଖାଯାଉଛି। ଭଙ୍ଗା ସ୍ଲାବ ଓ ଖୋଲା ଡ୍ରେନ ଯୋଗୁଁ ବିପଦ ଆହୁରି ବଢ଼ୁଛି। ବୟସ୍କ ଓ ଭିନ୍ନକ୍ଷମଙ୍କ ପାଇଁ ଚାଲିବା ଅସମ୍ଭବ ହୋଇପଡ଼ିଛି। ସ୍ମାର୍ଟ ସିଟିର ସ୍ୱପ୍ନ ଦେଖୁଥିବା ସହରରେ ଏ ଅବସ୍ଥା ଲଜ୍ଜାଜନକ। ପ୍ରଶାସନ ନୀରବ ଦର୍ଶକ ସାଜିଛି। ନିୟମିତ ଉଚ୍ଛେଦ ଓ କଠୋର ଜୋରିମାନା ଦ୍ୱାରା ଫୁଟପାଥ ମୁକ୍ତ ରଖାଯାଉ। ପଥଚାରୀଙ୍କ ଅଧିକାର ସୁରକ୍ଷିତ ହେଉ।: [1180, 424, 1491, 533]
grid-cell: 3: [1336, 1313, 1350, 1326]
poem-line: ଭରିଲ ରୂପରେ ଥରେ ନିର୍ବିଶ୍ୱାସ: [67, 61, 179, 71]
grid-cell: 6: [1434, 1235, 1448, 1248]
grid-cell: [1347, 1008, 1372, 1031]
registration-square: [356, 2316, 376, 2328]
grid-cell: 8: [1434, 1333, 1448, 1346]
grid-cell: [1347, 1146, 1372, 1169]
grid-cell: 6: [1420, 1437, 1434, 1450]
article-paragraph: ବିଭିନ୍ନ ଆନ୍ତର୍ଜାତିକ ପତ୍ରିକାରେ ତାଙ୍କ ଶତାଧିକ ଗବେଷଣା ନିବନ୍ଧ ପ୍ରକାଶ ପାଇଛି। ଅନେକ ପୁରସ୍କାର ଓ ସମ୍ମାନ ପାଇଥିଲେ ବି ସେ ନିଜକୁ ଛାତ୍ର ବୋଲି କହିବାକୁ ଭଲ ପାଆନ୍ତି। ନମ୍ରତା ହିଁ ତାଙ୍କ ବ୍ୟକ୍ତିତ୍ୱର ବିଶେଷତ୍ୱ।: [940, 2033, 1158, 2101]
registration-square: [656, 2316, 676, 2328]
grid-cell: 1: [1420, 1313, 1434, 1326]
grid-row: [1222, 1100, 1449, 1123]
article-paragraph: ପାକିସ୍ତାନର ଜେଲରେ ବନ୍ଦୀ ଭାରତୀୟଙ୍କ ସଂଖ୍ୟା କମ୍ ନୁହେଁ, ଭାରତର ଜେଲରେ ମଧ୍ୟ ପାକିସ୍ତାନୀ ବନ୍ଦୀ ଅଛନ୍ତି। ଦଣ୍ଡ ସରିଯାଇଥିଲେ ବି ଅନେକେ ଘରକୁ ଫେରିପାରୁ ନାହାନ୍ତି। ବନ୍ଦୀ ବିନିମୟର ଏକ ସ୍ଥାୟୀ ବ୍ୟବସ୍ଥା ହେଲେ ହଜାରେ ପରିବାରର ଲୁହ ପୋଛା ଯାଇପାରନ୍ତା।: [940, 413, 1158, 481]
archive-title-line1: ପଚିଶ ବର୍ଷ: [45, 867, 104, 884]
article-paragraph: ଜଣେ ପୂର୍ବତନ ଅଧିକାରୀ କହିଥିଲେ, “ଆମ କାମର ସଫଳତା କେବେ ଖବର ହୁଏ ନାହିଁ, ବିଫଳତା ହିଁ ଖବର ହୁଏ।” ଏହି ଗୋଟିଏ ବାକ୍ୟରେ ଏ ବୃତ୍ତିର ସମ୍ପୂର୍ଣ୍ଣ ସତ୍ୟ ଲୁଚି ରହିଛି। ଯେଉଁମାନେ ସୀମା ପାର କରି କାମ କରନ୍ତି ସେମାନେ ଜାଣନ୍ତି ଯେ ଧରାପଡ଼ିଲେ ସେମାନଙ୍କ ପାଇଁ କେହି ଆସିବେ ନାହିଁ। ତଥାପି ଦେଶପ୍ରେମରେ ସେମାନେ ଏ ବିପଦ ମୁଣ୍ଡାଇ ନିଅନ୍ତି।: [477, 255, 695, 351]
rosette-icon: [1116, 6, 1158, 48]
grid-cell: [1422, 1077, 1447, 1100]
article-paragraph: ଗଣମାଧ୍ୟମର ଭୂମିକା ମଧ୍ୟ ଏଠାରେ ଗୁରୁତ୍ୱପୂର୍ଣ୍ଣ। ଉତ୍ତେଜନାପୂର୍ଣ୍ଣ ଶିରୋନାମା ମାମଲାକୁ ଅଧିକ ଜଟିଳ କରିଦିଏ। ଦାୟିତ୍ୱପୂର୍ଣ୍ଣ ସାମ୍ବାଦିକତା ହିଁ ଏ ସମୟର ଆବଶ୍ୟକତା। ଜନମତର ଚାପରେ ସରକାର ଅନେକ ସମୟରେ କଠୋର ଆଭିମୁଖ୍ୟ ନେବାକୁ ବାଧ୍ୟ ହୁଅନ୍ତି, ଯାହା ବନ୍ଦୀର ସ୍ୱାର୍ଥ ବିରୋଧରେ ଯାଏ।: [709, 139, 927, 221]
grid-cell: 5: [1448, 1424, 1462, 1437]
letter-body: ଆରକ୍ଷଣ ବ୍ୟବସ୍ଥା ଆରମ୍ଭ ହୋଇଥିଲା ସାମାଜିକ ନ୍ୟାୟ ପାଇଁ। କିନ୍ତୁ ଆଜି ଏହା ରାଜନୀତିର ହତିଆର ପାଲଟିଛି। ନିର୍ବାଚନ ଆସିଲେ ନୂଆ ନୂଆ ବର୍ଗଙ୍କୁ ସଂରକ୍ଷଣ ପ୍ରତିଶ୍ରୁତି ଦିଆଯାଉଛି। ଯୋଗ୍ୟତା ଉପେକ୍ଷିତ ହେଲେ ପ୍ରତିଭା ପଳାୟନ କରେ। ମେଧାବୀ ଛାତ୍ର ସୁଯୋଗରୁ ବଞ୍ଚିତ ହେଲେ ହତାଶ ହୁଅନ୍ତି। ଆର୍ଥିକ ମାନଦଣ୍ଡ ଆଧାରରେ ସୁବିଧା ଦିଆଗଲେ ପ୍ରକୃତ ଅଭାବୀ ଉପକୃତ ହେବେ। ଜାତି ଆଧାରିତ ସଂରକ୍ଷଣ ସମାଜକୁ ବିଭାଜିତ କରୁଛି ଏବଂ ପରସ୍ପର ପ୍ରତି ଈର୍ଷା ଜନ୍ମାଉଛି। ସଂରକ୍ଷଣର ଲାଭ ପାଇସାରିଥିବା ପରିବାର ପୁଣି ଥରେ ଲାଭ ନେବା କେତେ ଯୁକ୍ତିଯୁକ୍ତ? କ୍ରିମିଲେୟର ନୀତି କଠୋର ଭାବେ ଲାଗୁ ହେଉ। ଶିକ୍ଷା ଓ ସ୍ୱାସ୍ଥ୍ୟରେ ସମାନ ସୁଯୋଗ ମିଳିଲେ ସଂରକ୍ଷଣର ଆବଶ୍ୟକତା ଆପେ କମିଯିବ। ଏହା ଏକ ସାମାଜିକ ବ୍ୟାଧି ପାଲଟିବା ପୂର୍ବରୁ ଏ ନେଇ ଖୋଲା ବିତର୍କ ହେଉ। ସବୁ ବର୍ଗର ଗରିବଙ୍କୁ ସମାନ ସୁଯୋଗ ମିଳୁ — ଏହା ହିଁ ପ୍ରକୃତ ସମାନତା।: [1180, 587, 1491, 737]
grid-cell: 5: [1397, 1054, 1422, 1077]
grid-cell: 1: [1448, 1372, 1462, 1385]
grid-cell: 6: [1322, 1146, 1347, 1169]
grid-cell: [1222, 985, 1247, 1008]
grid-cell: A: [1272, 1008, 1297, 1031]
note-line: ସୁଡୋକୁ ବିଭାଗ,: [1180, 1222, 1236, 1233]
grid-cell: 4: [1347, 1031, 1372, 1054]
